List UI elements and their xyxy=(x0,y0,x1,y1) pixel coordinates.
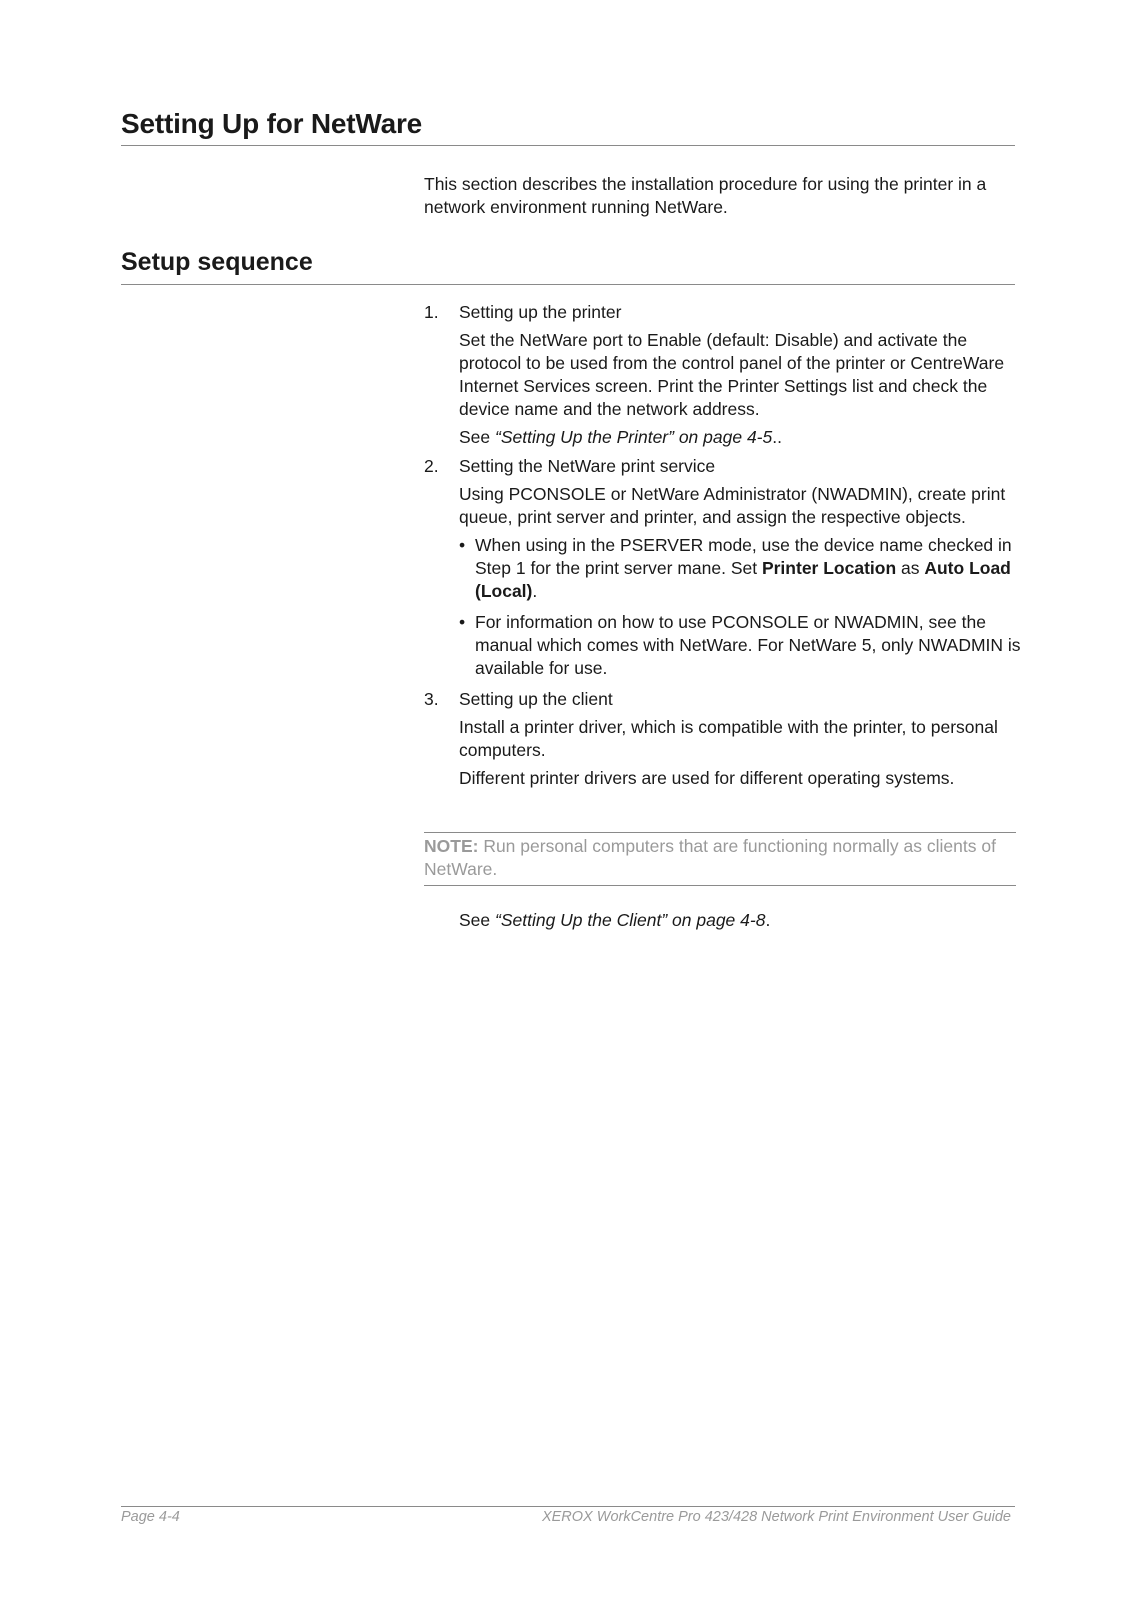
cross-reference-link[interactable]: “Setting Up the Client” on page 4-8 xyxy=(495,910,766,930)
step-number: 2. xyxy=(424,456,439,476)
bullet-bold-term: Auto Load (Local) xyxy=(475,558,1011,601)
bullet-text: When using in the PSERVER mode, use the device name checked in Step 1 for the print server mane. Set xyxy=(475,535,1012,578)
note-text: Run personal computers that are functioning normally as clients of NetWare. xyxy=(424,836,996,879)
bullet-icon: • xyxy=(459,535,466,555)
intro-paragraph: This section describes the installation procedure for using the printer in a network environment running NetWare. xyxy=(424,174,987,217)
step-1-heading xyxy=(424,301,1024,324)
step-title: Setting up the client xyxy=(459,689,613,709)
cross-reference-link[interactable]: “Setting Up the Printer” on page 4-5 xyxy=(495,427,773,447)
step-title: Setting the NetWare print service xyxy=(459,456,716,476)
section-rule xyxy=(121,284,1015,285)
note-label: NOTE: xyxy=(424,836,479,856)
footer-rule xyxy=(121,1506,1015,1507)
step-title: Setting up the printer xyxy=(459,302,622,322)
page-title: Setting Up for NetWare xyxy=(121,108,423,139)
bullet-bold-term: Printer Location xyxy=(761,558,897,578)
bullet-text: For information on how to use PCONSOLE or NWADMIN, see the manual which comes with NetWare. For NetWare 5, only NWADMIN is available for use. xyxy=(475,612,1021,678)
footer-guide-title: XEROX WorkCentre Pro 423/428 Network Print Environment User Guide xyxy=(541,1509,1011,1525)
see-suffix: .. xyxy=(772,427,782,447)
step-number: 3. xyxy=(424,689,439,709)
step-1-body: Set the NetWare port to Enable (default: Disable) and activate the protocol to be used from the control panel of the printer or CentreWare Internet Services screen. Print the Printer Settings list and check the device name and the network address. xyxy=(459,330,1005,419)
step-1-see-reference xyxy=(459,426,1024,449)
section-heading: Setup sequence xyxy=(121,248,313,276)
footer-page-number: Page 4-4 xyxy=(121,1509,180,1525)
setup-steps xyxy=(424,301,1024,790)
see-suffix: . xyxy=(765,910,771,930)
note-box xyxy=(424,832,1016,886)
step-number: 1. xyxy=(424,302,439,322)
bullet-text: as xyxy=(896,558,925,578)
step-3-body-2: Different printer drivers are used for different operating systems. xyxy=(459,768,955,788)
see-prefix: See xyxy=(459,910,495,930)
title-rule xyxy=(121,145,1015,146)
step-2-bullet-1 xyxy=(459,534,1024,603)
step-3-heading xyxy=(424,688,1024,711)
see-client-reference xyxy=(459,909,770,932)
step-2-body: Using PCONSOLE or NetWare Administrator (NWADMIN), create print queue, print server and printer, and assign the respective objects. xyxy=(459,484,1006,527)
see-prefix: See xyxy=(459,427,495,447)
step-3-body: Install a printer driver, which is compatible with the printer, to personal computers. xyxy=(459,717,998,760)
bullet-icon: • xyxy=(459,612,466,632)
bullet-text: . xyxy=(532,581,538,601)
step-2-bullet-2 xyxy=(459,611,1024,680)
step-2-heading xyxy=(424,455,1024,478)
